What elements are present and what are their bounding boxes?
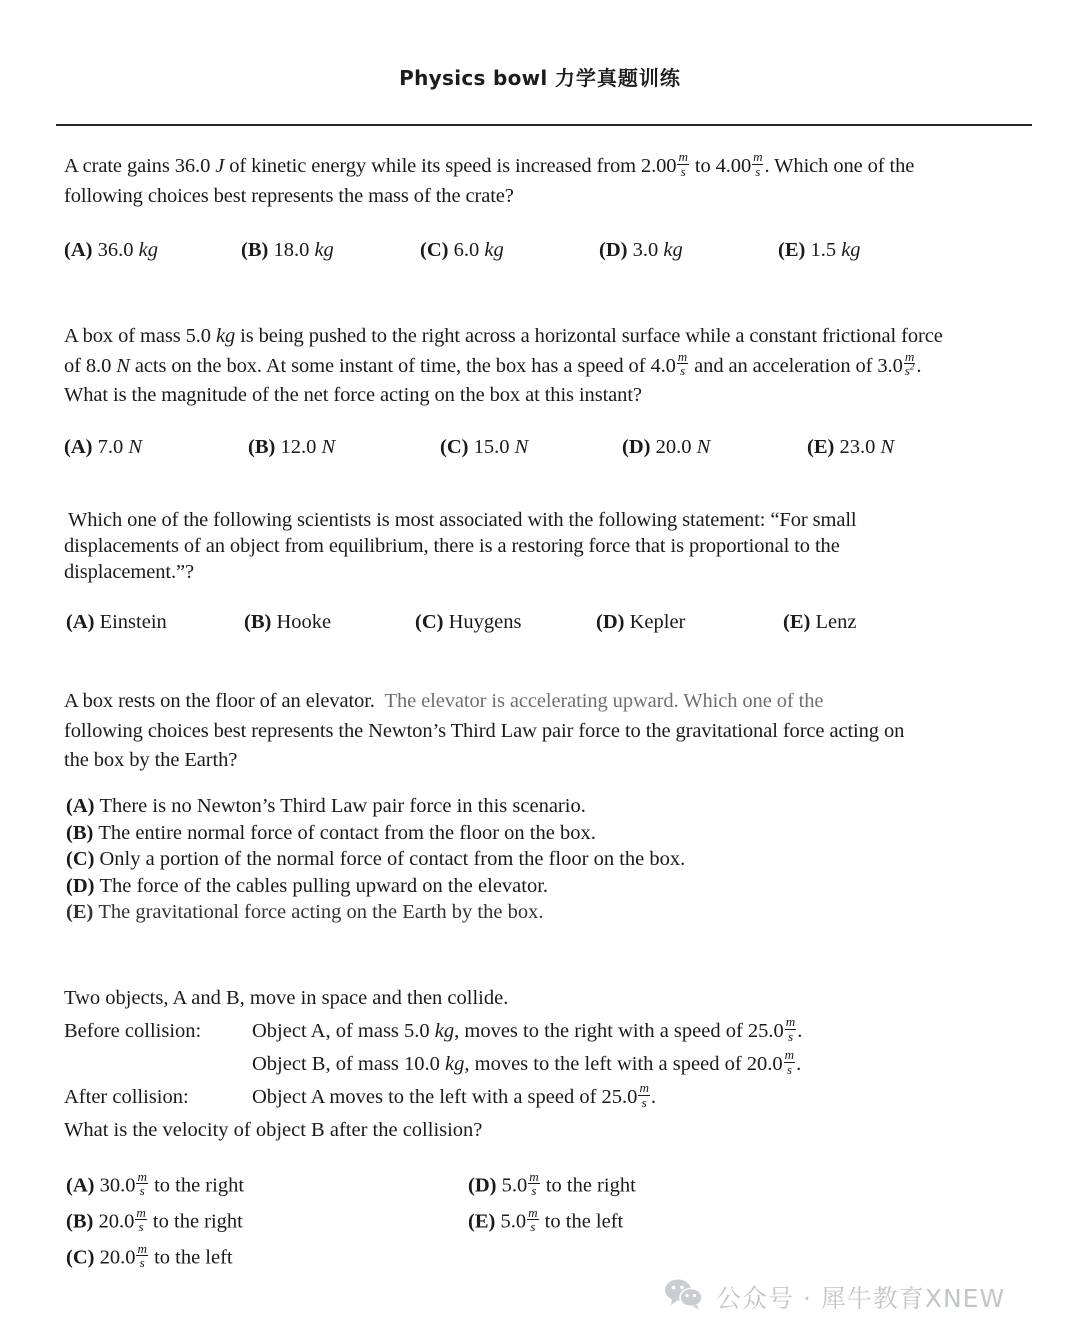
question-4-line-3: the box by the Earth? bbox=[64, 749, 238, 771]
q1-unit-j: J bbox=[215, 155, 225, 177]
q1-choice-e[interactable]: (E) 1.5 kg bbox=[778, 239, 861, 261]
question-4-line-2: following choices best represents the Newton’s Third Law pair force to the gravitational force acting on bbox=[64, 719, 905, 742]
q1-choice-c[interactable]: (C) 6.0 kg bbox=[420, 239, 504, 261]
q2-fraction-1: $\frac{m}{s}$ bbox=[677, 348, 688, 379]
question-2-line-3: What is the magnitude of the net force acting on the box at this instant? bbox=[64, 384, 642, 406]
q5-before-label: Before collision: bbox=[64, 1020, 202, 1042]
q4-choice-d[interactable]: (D) The force of the cables pulling upward on the elevator. bbox=[66, 874, 549, 897]
title-divider bbox=[56, 124, 1032, 126]
question-4-choices bbox=[66, 793, 966, 926]
q4-choice-a[interactable]: (A) There is no Newton’s Third Law pair force in this scenario. bbox=[66, 795, 586, 817]
q2-choice-e[interactable]: (E) 23.0 N bbox=[807, 436, 895, 458]
question-3-line-3: displacement.”? bbox=[64, 561, 194, 583]
q5-fraction-c: $\frac{m}{s}$ bbox=[639, 1080, 649, 1110]
question-3-line-2: displacements of an object from equilibrium, there is a restoring force that is proportional to the bbox=[64, 535, 840, 557]
q2-choice-d[interactable]: (D) 20.0 N bbox=[622, 436, 711, 458]
question-2-line-2: of 8.0 N acts on the box. At some instant of time, the box has a speed of 4.0 $\frac{m}{s}$ and an acceleration of 3.0 $\frac{m}{s^2}$ . bbox=[64, 348, 922, 379]
q1-fraction-2: $\frac{m}{s}$ bbox=[753, 149, 763, 179]
question-1-line-1 bbox=[64, 149, 1024, 182]
q3-choice-d[interactable]: (D) Kepler bbox=[596, 611, 686, 633]
q5-choice-d[interactable]: (D) 5.0 $\frac{m}{s}$ to the right bbox=[468, 1168, 636, 1199]
q1-fraction-1: $\frac{m}{s}$ bbox=[678, 149, 688, 179]
question-4-line-1 bbox=[64, 687, 1024, 717]
q1-text-a: A crate gains 36.0 bbox=[64, 155, 216, 177]
q5-intro: Two objects, A and B, move in space and then collide. bbox=[64, 987, 509, 1009]
page-title bbox=[0, 62, 1080, 91]
q4-choice-c[interactable]: (C) Only a portion of the normal force of contact from the floor on the box. bbox=[66, 848, 686, 871]
watermark bbox=[664, 1278, 1005, 1316]
q5-choice-a[interactable]: (A) 30.0 $\frac{m}{s}$ to the right bbox=[66, 1168, 245, 1199]
q1-choice-d[interactable]: (D) 3.0 kg bbox=[599, 239, 683, 261]
question-4-stem bbox=[64, 687, 1024, 776]
question-1-stem bbox=[64, 149, 1024, 211]
q5-after-label: After collision: bbox=[64, 1086, 189, 1108]
question-2-line-1: A box of mass 5.0 kg is being pushed to the right across a horizontal surface while a constant frictional force bbox=[64, 325, 943, 347]
q5-choice-c[interactable]: (C) 20.0 $\frac{m}{s}$ to the left bbox=[66, 1240, 233, 1271]
question-5-stem bbox=[64, 982, 1024, 1147]
question-3-stem bbox=[64, 507, 1024, 585]
q3-choice-b[interactable]: (B) Hooke bbox=[244, 611, 332, 633]
q4-line1-clear: A box rests on the floor of an elevator. bbox=[64, 690, 375, 712]
q2-choice-b[interactable]: (B) 12.0 N bbox=[248, 436, 336, 458]
q4-line1-faded: The elevator is accelerating upward. Which one of the bbox=[384, 690, 824, 712]
q5-before-a: Before collision: Object A, of mass 5.0 kg, moves to the right with a speed of 25.0 $\frac{m}{s}$ . bbox=[64, 1015, 1024, 1048]
q3-choice-e[interactable]: (E) Lenz bbox=[783, 611, 857, 633]
question-1-line-2: following choices best represents the mass of the crate? bbox=[64, 184, 514, 207]
question-2-stem bbox=[64, 322, 1024, 411]
q5-after-a: After collision: Object A moves to the left with a speed of 25.0 $\frac{m}{s}$ . bbox=[64, 1081, 1024, 1114]
q1-choice-a[interactable]: (A) 36.0 kg bbox=[64, 239, 158, 261]
q5-question: What is the velocity of object B after the collision? bbox=[64, 1119, 483, 1141]
q1-text-d: . Which one of the bbox=[764, 155, 915, 177]
q3-choice-a[interactable]: (A) Einstein bbox=[66, 611, 167, 633]
q5-choice-e[interactable]: (E) 5.0 $\frac{m}{s}$ to the left bbox=[468, 1204, 624, 1235]
watermark-text: 公众号 · 犀牛教育XNEW bbox=[716, 1284, 1006, 1313]
page-title-en: Physics bowl bbox=[399, 66, 548, 90]
q4-choice-e[interactable]: (E) The gravitational force acting on the Earth by the box. bbox=[66, 901, 544, 924]
wechat-icon bbox=[664, 1278, 704, 1316]
q2-fraction-2: $\frac{m}{s^2}$ bbox=[904, 348, 915, 379]
q2-choice-a[interactable]: (A) 7.0 N bbox=[64, 436, 143, 458]
q1-text-c: to 4.00 bbox=[689, 155, 752, 177]
q1-choice-b[interactable]: (B) 18.0 kg bbox=[241, 239, 334, 261]
q3-choice-c[interactable]: (C) Huygens bbox=[415, 611, 522, 633]
page-title-cn: 力学真题训练 bbox=[554, 66, 681, 90]
q5-fraction-b: $\frac{m}{s}$ bbox=[784, 1047, 795, 1077]
q5-before-b: Object B, of mass 10.0 kg, moves to the left with a speed of 20.0 $\frac{m}{s}$ . bbox=[252, 1047, 802, 1077]
q5-fraction-a: $\frac{m}{s}$ bbox=[785, 1014, 796, 1044]
question-3-line-1: Which one of the following scientists is most associated with the following statement: “For small bbox=[68, 509, 857, 531]
q1-text-b: of kinetic energy while its speed is increased from 2.00 bbox=[224, 155, 677, 177]
q2-choice-c[interactable]: (C) 15.0 N bbox=[440, 436, 529, 458]
q5-choice-b[interactable]: (B) 20.0 $\frac{m}{s}$ to the right bbox=[66, 1204, 243, 1235]
q4-choice-b[interactable]: (B) The entire normal force of contact from the floor on the box. bbox=[66, 821, 596, 844]
